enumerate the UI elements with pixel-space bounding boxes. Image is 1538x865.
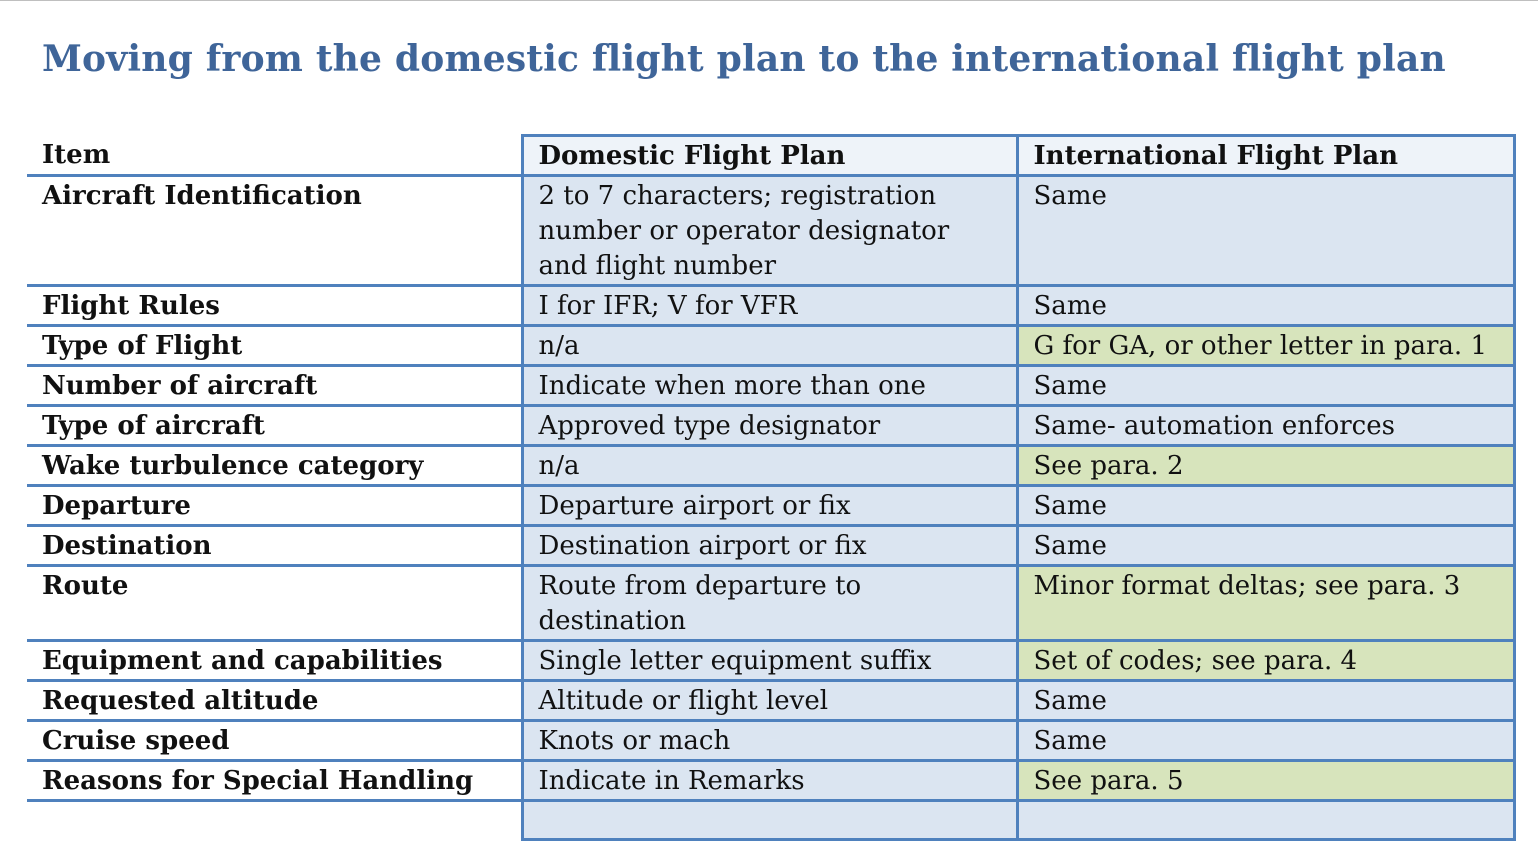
row-item-label: Requested altitude [27,681,522,721]
row-domestic-value: Knots or mach [522,721,1017,761]
table-row-empty [27,801,1514,840]
page-title: Moving from the domestic flight plan to the international flight plan [42,38,1446,80]
table-row [27,641,1514,681]
row-international-value: See para. 5 [1017,761,1514,801]
table-row [27,326,1514,366]
row-item-label: Type of Flight [27,326,522,366]
table-row [27,486,1514,526]
row-domestic-value [522,801,1017,840]
row-item-label: Destination [27,526,522,566]
row-international-value: Same [1017,681,1514,721]
table-row [27,176,1514,286]
row-domestic-value: 2 to 7 characters; registration number or operator designator and flight number [522,176,1017,286]
row-international-value: G for GA, or other letter in para. 1 [1017,326,1514,366]
row-item-label: Departure [27,486,522,526]
table-row [27,761,1514,801]
row-domestic-value: n/a [522,326,1017,366]
row-domestic-value: n/a [522,446,1017,486]
row-item-label: Cruise speed [27,721,522,761]
table-row [27,446,1514,486]
row-item-label: Type of aircraft [27,406,522,446]
row-item-label: Flight Rules [27,286,522,326]
top-rule [0,0,1538,1]
row-international-value: Same [1017,286,1514,326]
table-row [27,721,1514,761]
row-international-value: Set of codes; see para. 4 [1017,641,1514,681]
row-international-value: Same [1017,366,1514,406]
table-row [27,566,1514,641]
row-item-label: Number of aircraft [27,366,522,406]
row-international-value: Same- automation enforces [1017,406,1514,446]
table-row [27,406,1514,446]
row-domestic-value: Approved type designator [522,406,1017,446]
row-domestic-value: Indicate in Remarks [522,761,1017,801]
row-international-value: See para. 2 [1017,446,1514,486]
table-row [27,526,1514,566]
table-header-row [27,136,1514,176]
header-domestic: Domestic Flight Plan [522,136,1017,176]
row-item-label: Equipment and capabilities [27,641,522,681]
row-domestic-value: Destination airport or fix [522,526,1017,566]
row-item-label: Route [27,566,522,641]
row-international-value: Same [1017,526,1514,566]
header-international: International Flight Plan [1017,136,1514,176]
row-domestic-value: Indicate when more than one [522,366,1017,406]
row-international-value: Minor format deltas; see para. 3 [1017,566,1514,641]
row-domestic-value: I for IFR; V for VFR [522,286,1017,326]
header-item: Item [27,136,522,176]
row-item-label: Reasons for Special Handling [27,761,522,801]
row-item-label [27,801,522,840]
table-row [27,681,1514,721]
row-item-label: Wake turbulence category [27,446,522,486]
row-domestic-value: Route from departure to destination [522,566,1017,641]
table-row [27,366,1514,406]
row-item-label: Aircraft Identification [27,176,522,286]
row-international-value: Same [1017,176,1514,286]
row-domestic-value: Single letter equipment suffix [522,641,1017,681]
row-international-value: Same [1017,721,1514,761]
row-international-value [1017,801,1514,840]
table-row [27,286,1514,326]
row-domestic-value: Altitude or flight level [522,681,1017,721]
row-international-value: Same [1017,486,1514,526]
comparison-table [27,134,1516,841]
row-domestic-value: Departure airport or fix [522,486,1017,526]
